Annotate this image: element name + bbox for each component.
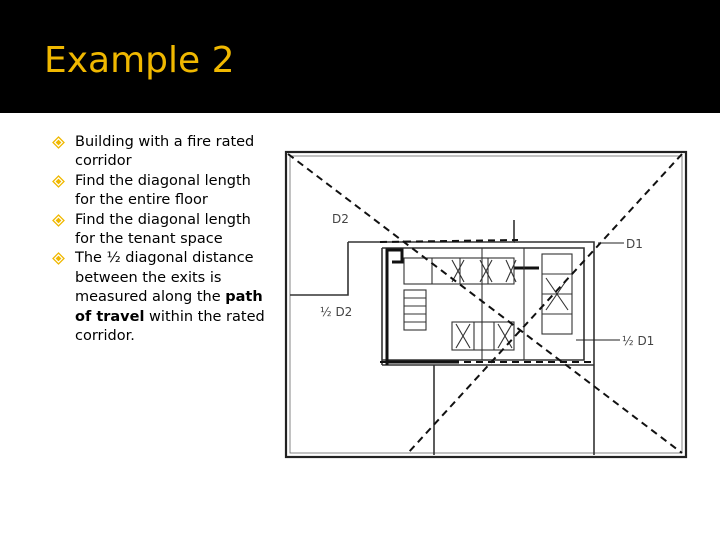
- diagonal-lines: [288, 154, 682, 453]
- label-half-d1: ½ D1: [622, 334, 655, 348]
- bullet-item: [52, 211, 267, 250]
- slide-title: Example 2: [44, 40, 235, 81]
- bullet-item: [52, 172, 267, 211]
- label-d1: D1: [626, 237, 643, 251]
- diamond-bullet-icon: [52, 214, 65, 227]
- diamond-bullet-icon: [52, 175, 65, 188]
- bullet-text: The ½ diagonal distance between the exits is measured along the path of travel within the rated corridor.: [75, 250, 265, 345]
- label-d2: D2: [332, 212, 349, 226]
- title-bar: [0, 0, 720, 113]
- bullet-item: [52, 133, 267, 172]
- bullet-item: [52, 249, 267, 346]
- bullet-text: Find the diagonal length for the tenant space: [75, 211, 251, 248]
- bullet-text: Building with a fire rated corridor: [75, 134, 255, 170]
- tenant-space-walls: [290, 220, 594, 455]
- diamond-bullet-icon: [52, 252, 65, 265]
- bold-phrase: path of travel: [75, 289, 263, 325]
- floor-plan-diagram: [284, 150, 688, 460]
- diamond-bullet-icon: [52, 136, 65, 149]
- bullet-text: Find the diagonal length for the entire floor: [75, 172, 251, 209]
- bullet-list: [52, 133, 267, 346]
- rated-corridor: [387, 250, 539, 365]
- core-rooms: [404, 248, 572, 360]
- label-half-d2: ½ D2: [320, 305, 353, 319]
